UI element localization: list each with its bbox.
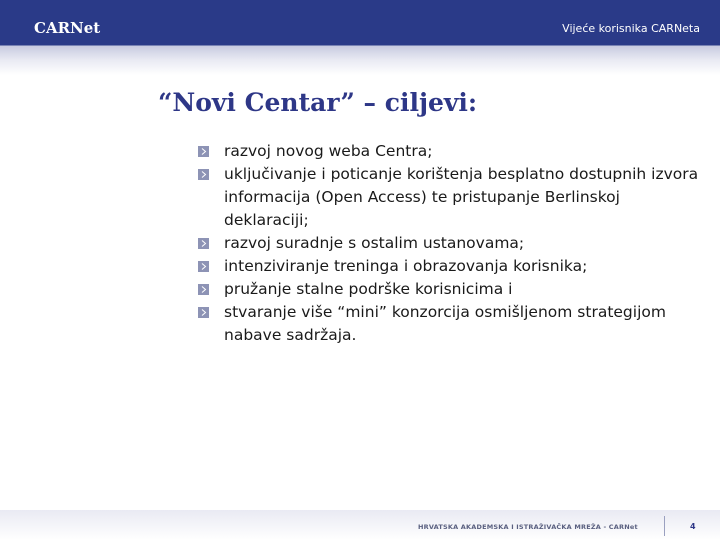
square-arrow-bullet-icon [198, 261, 209, 272]
list-item [198, 301, 708, 347]
square-arrow-bullet-icon [198, 284, 209, 295]
header-bar [0, 0, 720, 75]
bullet-text: razvoj suradnje s ostalim ustanovama; [224, 234, 525, 252]
page-number: 4 [690, 522, 696, 531]
list-item [198, 140, 708, 163]
bullet-text: uključivanje i poticanje korištenja besplatno dostupnih izvora informacija (Open Access) te pristupanje Berlinskoj deklaraciji; [224, 165, 699, 229]
bullet-text: razvoj novog weba Centra; [224, 142, 433, 160]
slide-title: “Novi Centar” – ciljevi: [158, 88, 478, 117]
square-arrow-bullet-icon [198, 146, 209, 157]
list-item [198, 232, 708, 255]
square-arrow-bullet-icon [198, 238, 209, 249]
square-arrow-bullet-icon [198, 307, 209, 318]
list-item [198, 163, 708, 232]
footer-organization: HRVATSKA AKADEMSKA I ISTRAŽIVAČKA MREŽA - CARNet [418, 523, 638, 531]
list-item [198, 255, 708, 278]
list-item [198, 278, 708, 301]
square-arrow-bullet-icon [198, 169, 209, 180]
header-subtitle: Vijeće korisnika CARNeta [562, 22, 700, 35]
brand-logo-text: CARNet [34, 19, 101, 37]
bullet-text: pružanje stalne podrške korisnicima i [224, 280, 513, 298]
footer-divider [664, 516, 665, 536]
bullet-text: intenziviranje treninga i obrazovanja korisnika; [224, 257, 588, 275]
bullet-list [198, 140, 708, 347]
bullet-text: stvaranje više “mini” konzorcija osmišljenom strategijom nabave sadržaja. [224, 303, 666, 344]
